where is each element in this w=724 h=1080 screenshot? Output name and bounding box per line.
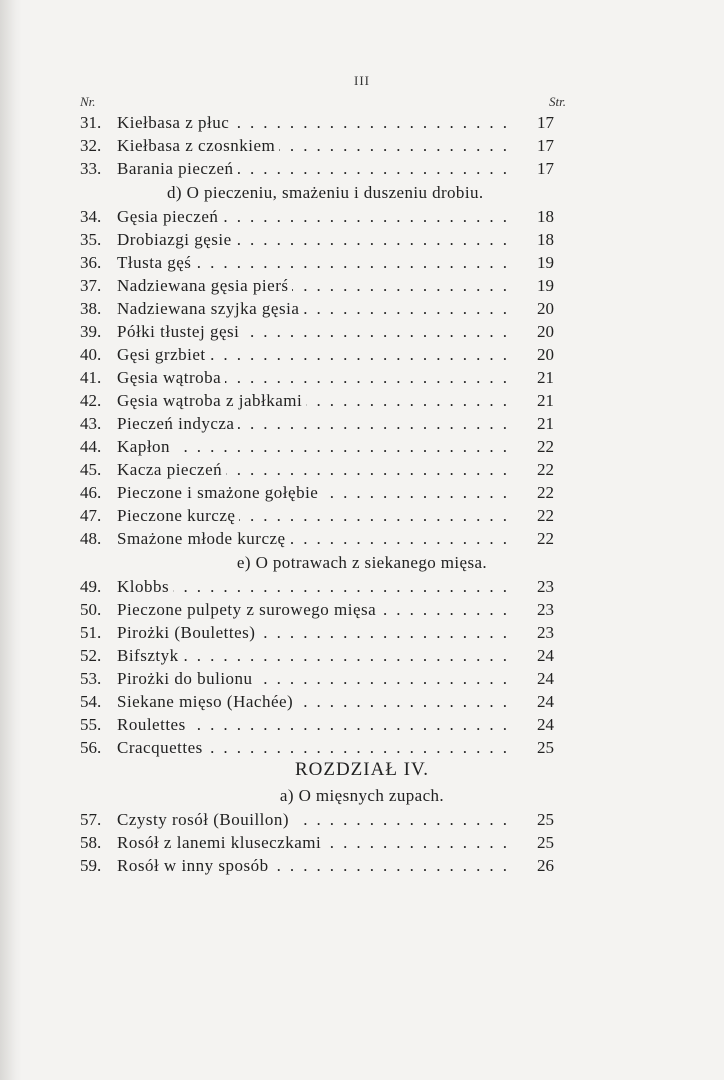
entry-page: 20 xyxy=(537,322,554,341)
entry-page: 24 xyxy=(537,669,554,688)
entry-number: 48. xyxy=(80,529,102,548)
entry-title: Gęsi grzbiet xyxy=(117,345,210,364)
entry-number: 56. xyxy=(80,738,102,757)
toc-entry xyxy=(0,736,724,759)
entry-title: Siekane mięso (Hachée) xyxy=(117,692,297,711)
column-header-page: Str. xyxy=(549,94,566,109)
toc-entry xyxy=(0,690,724,713)
entry-page: 22 xyxy=(537,483,554,502)
entry-title: Rosół w inny sposób xyxy=(117,856,273,875)
entry-page: 26 xyxy=(537,856,554,875)
toc-entry xyxy=(0,297,724,320)
toc-entry xyxy=(0,412,724,435)
toc-entry xyxy=(0,575,724,598)
entry-title: Kacza pieczeń xyxy=(117,460,226,479)
toc-entry xyxy=(0,854,724,877)
entry-title: Pieczeń indycza xyxy=(117,414,238,433)
entry-page: 25 xyxy=(537,810,554,829)
entry-page: 18 xyxy=(537,230,554,249)
toc-entry xyxy=(0,274,724,297)
chapter-heading: ROZDZIAŁ IV. xyxy=(294,759,430,780)
entry-title: Pieczone i smażone gołębie xyxy=(117,483,322,502)
entry-title: Drobiazgi gęsie xyxy=(117,230,236,249)
entry-page: 24 xyxy=(537,646,554,665)
entry-page: 17 xyxy=(537,159,554,178)
entry-number: 36. xyxy=(80,253,102,272)
entry-title: Klobbs xyxy=(117,577,173,596)
entry-title: Nadziewana szyjka gęsia xyxy=(117,299,303,318)
entry-number: 54. xyxy=(80,692,102,711)
entry-number: 58. xyxy=(80,833,102,852)
section-heading-d: d) O pieczeniu, smażeniu i duszeniu drobiu. xyxy=(167,183,484,202)
entry-number: 59. xyxy=(80,856,102,875)
entry-page: 17 xyxy=(537,136,554,155)
entry-title: Barania pieczeń xyxy=(117,159,238,178)
entry-page: 19 xyxy=(537,276,554,295)
entry-page: 20 xyxy=(537,299,554,318)
entry-number: 49. xyxy=(80,577,102,596)
entry-number: 32. xyxy=(80,136,102,155)
entry-title: Pieczone kurczę xyxy=(117,506,239,525)
entry-number: 51. xyxy=(80,623,102,642)
entry-page: 22 xyxy=(537,460,554,479)
toc-entry xyxy=(0,435,724,458)
entry-page: 25 xyxy=(537,738,554,757)
entry-number: 31. xyxy=(80,113,102,132)
entry-title: Gęsia wątroba xyxy=(117,368,225,387)
entry-title: Półki tłustej gęsi xyxy=(117,322,243,341)
entry-page: 25 xyxy=(537,833,554,852)
toc-entry xyxy=(0,713,724,736)
entry-title: Rosół z lanemi kluseczkami xyxy=(117,833,325,852)
entry-number: 38. xyxy=(80,299,102,318)
toc-entry xyxy=(0,644,724,667)
entry-title: Nadziewana gęsia pierś xyxy=(117,276,292,295)
entry-title: Kapłon xyxy=(117,437,174,456)
entry-number: 40. xyxy=(80,345,102,364)
entry-number: 33. xyxy=(80,159,102,178)
entry-page: 24 xyxy=(537,715,554,734)
entry-page: 18 xyxy=(537,207,554,226)
entry-page: 23 xyxy=(537,600,554,619)
toc-entry xyxy=(0,228,724,251)
entry-page: 24 xyxy=(537,692,554,711)
entry-number: 50. xyxy=(80,600,102,619)
toc-entry xyxy=(0,205,724,228)
entry-page: 22 xyxy=(537,437,554,456)
entry-page: 21 xyxy=(537,368,554,387)
entry-title: Tłusta gęś xyxy=(117,253,195,272)
entry-page: 20 xyxy=(537,345,554,364)
entry-title: Pieczone pulpety z surowego mięsa xyxy=(117,600,380,619)
entry-number: 55. xyxy=(80,715,102,734)
entry-number: 45. xyxy=(80,460,102,479)
entry-number: 37. xyxy=(80,276,102,295)
toc-entry xyxy=(0,667,724,690)
toc-entry xyxy=(0,343,724,366)
entry-number: 34. xyxy=(80,207,102,226)
toc-entry xyxy=(0,389,724,412)
toc-entry xyxy=(0,366,724,389)
entry-number: 57. xyxy=(80,810,102,829)
toc-entry xyxy=(0,157,724,180)
toc-entry xyxy=(0,504,724,527)
section-heading-a: a) O mięsnych zupach. xyxy=(279,786,445,805)
entry-title: Kiełbasa z płuc xyxy=(117,113,233,132)
toc-entry xyxy=(0,458,724,481)
toc-entry xyxy=(0,831,724,854)
entry-number: 44. xyxy=(80,437,102,456)
entry-title: Smażone młode kurczę xyxy=(117,529,290,548)
entry-number: 52. xyxy=(80,646,102,665)
toc-entry xyxy=(0,621,724,644)
toc-entry xyxy=(0,481,724,504)
entry-title: Kiełbasa z czosnkiem xyxy=(117,136,279,155)
page-number: III xyxy=(354,73,370,88)
entry-number: 41. xyxy=(80,368,102,387)
entry-title: Cracquettes xyxy=(117,738,207,757)
entry-title: Roulettes xyxy=(117,715,190,734)
entry-title: Bifsztyk xyxy=(117,646,183,665)
entry-page: 22 xyxy=(537,506,554,525)
toc-entry xyxy=(0,134,724,157)
entry-number: 46. xyxy=(80,483,102,502)
toc-entry xyxy=(0,111,724,134)
entry-page: 23 xyxy=(537,577,554,596)
entry-page: 21 xyxy=(537,391,554,410)
toc-entry xyxy=(0,598,724,621)
entry-number: 42. xyxy=(80,391,102,410)
entry-title: Czysty rosół (Bouillon) xyxy=(117,810,293,829)
entry-page: 19 xyxy=(537,253,554,272)
column-header-number: Nr. xyxy=(80,94,96,109)
entry-page: 23 xyxy=(537,623,554,642)
entry-page: 17 xyxy=(537,113,554,132)
toc-entry xyxy=(0,320,724,343)
entry-number: 35. xyxy=(80,230,102,249)
entry-title: Gęsia wątroba z jabłkami xyxy=(117,391,306,410)
toc-entry xyxy=(0,251,724,274)
entry-number: 39. xyxy=(80,322,102,341)
entry-number: 47. xyxy=(80,506,102,525)
entry-number: 53. xyxy=(80,669,102,688)
entry-title: Pirożki do bulionu xyxy=(117,669,257,688)
entry-title: Gęsia pieczeń xyxy=(117,207,222,226)
section-heading-e: e) O potrawach z siekanego mięsa. xyxy=(236,553,488,572)
entry-title: Pirożki (Boulettes) xyxy=(117,623,259,642)
toc-entry xyxy=(0,527,724,550)
entry-page: 22 xyxy=(537,529,554,548)
toc-entry xyxy=(0,808,724,831)
entry-page: 21 xyxy=(537,414,554,433)
entry-number: 43. xyxy=(80,414,102,433)
